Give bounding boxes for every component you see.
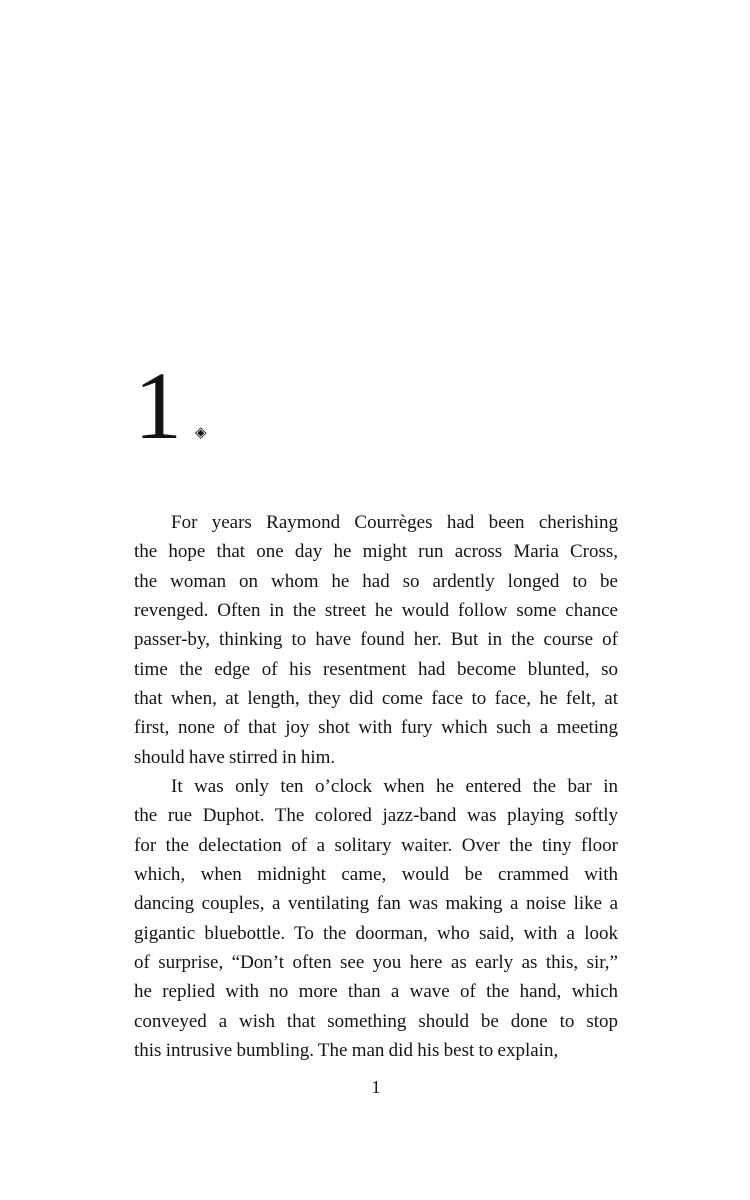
text-line: this intrusive bumbling. The man did his best to explain, — [134, 1039, 559, 1061]
page-number: 1 — [371, 1077, 381, 1097]
text-line: which, when midnight came, would be crammed with — [134, 863, 618, 885]
text-line: that when, at length, they did come face to face, he felt, at — [134, 687, 618, 709]
text-line: first, none of that joy shot with fury which such a meeting — [134, 717, 618, 739]
text-line: For years Raymond Courrèges had been cherishing — [171, 512, 618, 533]
text-line: time the edge of his resentment had become blunted, so — [134, 658, 618, 680]
diamond-ornament-icon: ◈ — [195, 423, 207, 441]
text-line: passer-by, thinking to have found her. But in the course of — [134, 629, 618, 651]
text-line: It was only ten o’clock when he entered the bar in — [171, 775, 618, 797]
text-line: the rue Duphot. The colored jazz-band was playing softly — [134, 805, 618, 827]
chapter-heading — [134, 352, 207, 459]
text-line: the woman on whom he had so ardently longed to be — [134, 570, 618, 592]
text-line: dancing couples, a ventilating fan was making a noise like a — [134, 893, 618, 915]
text-line: of surprise, “Don’t often see you here as early as this, sir,” — [134, 951, 618, 973]
chapter-number: 1 — [134, 352, 182, 459]
text-line: revenged. Often in the street he would follow some chance — [134, 599, 618, 621]
text-line: conveyed a wish that something should be done to stop — [134, 1010, 618, 1032]
text-line: should have stirred in him. — [134, 746, 336, 768]
text-line: the hope that one day he might run across Maria Cross, — [134, 541, 618, 563]
text-line: for the delectation of a solitary waiter. Over the tiny floor — [134, 834, 618, 856]
body-text — [134, 508, 618, 1065]
text-line: he replied with no more than a wave of the hand, which — [134, 981, 618, 1003]
text-line: gigantic bluebottle. To the doorman, who said, with a look — [134, 922, 618, 944]
